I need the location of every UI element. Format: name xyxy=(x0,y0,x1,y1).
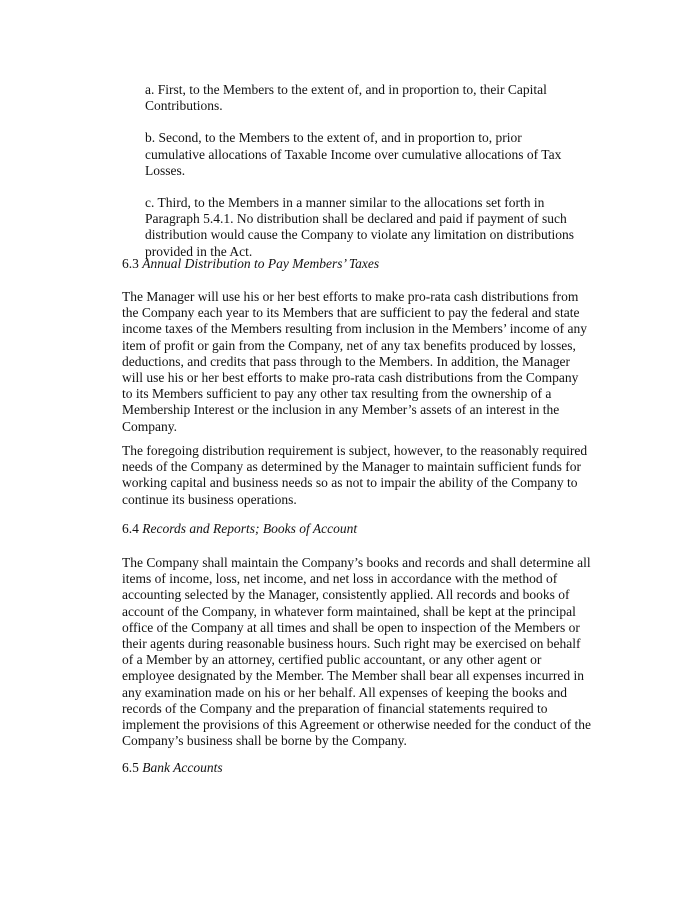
list-item-b: b. Second, to the Members to the extent of, and in proportion to, prior cumulative allocations of Taxable Income over cumulative allocations of Tax Losses. xyxy=(145,130,562,178)
list-item-c: c. Third, to the Members in a manner similar to the allocations set forth in Paragraph 5.4.1. No distribution shall be declared and paid if payment of such distribution would cause the Company to violate any limitation on distributions provided in the Act. xyxy=(145,195,574,259)
section-6-3-heading xyxy=(122,256,592,272)
section-6-5-heading xyxy=(122,760,592,776)
distribution-priority-list xyxy=(145,82,585,276)
section-6-3-paragraph-1 xyxy=(122,289,592,435)
section-number: 6.3 xyxy=(122,256,139,271)
section-6-4-heading xyxy=(122,521,592,537)
section-title: Annual Distribution to Pay Members’ Taxes xyxy=(142,256,380,271)
section-number: 6.5 xyxy=(122,760,139,775)
list-item-a: a. First, to the Members to the extent of, and in proportion to, their Capital Contributions. xyxy=(145,82,547,114)
paragraph: The Manager will use his or her best efforts to make pro-rata cash distributions from the Company each year to its Members that are sufficient to pay the federal and state income taxes of the Members resulting from inclusion in the Members’ income of any item of profit or gain from the Company, net of any tax benefits produced by losses, deductions, and credits that pass through to the Members. In addition, the Manager will use his or her best efforts to make pro-rata cash distributions from the Company to its Members sufficient to pay any other tax resulting from the ownership of a Membership Interest or the inclusion in any Member’s assets of an interest in the Company. xyxy=(122,289,588,434)
section-number: 6.4 xyxy=(122,521,139,536)
section-title: Bank Accounts xyxy=(142,760,223,775)
paragraph: The Company shall maintain the Company’s books and records and shall determine all items of income, loss, net income, and net loss in accordance with the method of accounting selected by the Manager, consistently applied. All records and books of account of the Company, in whatever form maintained, shall be kept at the principal office of the Company at all times and shall be open to inspection of the Members or their agents during reasonable business hours. Such right may be exercised on behalf of a Member by an attorney, certified public accountant, or any other agent or employee designated by the Member. The Member shall bear all expenses incurred in any examination made on his or her behalf. All expenses of keeping the books and records of the Company and the preparation of financial statements required to implement the provisions of this Agreement or otherwise needed for the conduct of the Company’s business shall be borne by the Company. xyxy=(122,555,591,749)
section-title: Records and Reports; Books of Account xyxy=(142,521,358,536)
paragraph: The foregoing distribution requirement is subject, however, to the reasonably required needs of the Company as determined by the Manager to maintain sufficient funds for working capital and business needs so as not to impair the ability of the Company to continue its business operations. xyxy=(122,443,588,507)
section-6-3-paragraph-2 xyxy=(122,443,592,508)
section-6-4-paragraph-1 xyxy=(122,555,592,749)
